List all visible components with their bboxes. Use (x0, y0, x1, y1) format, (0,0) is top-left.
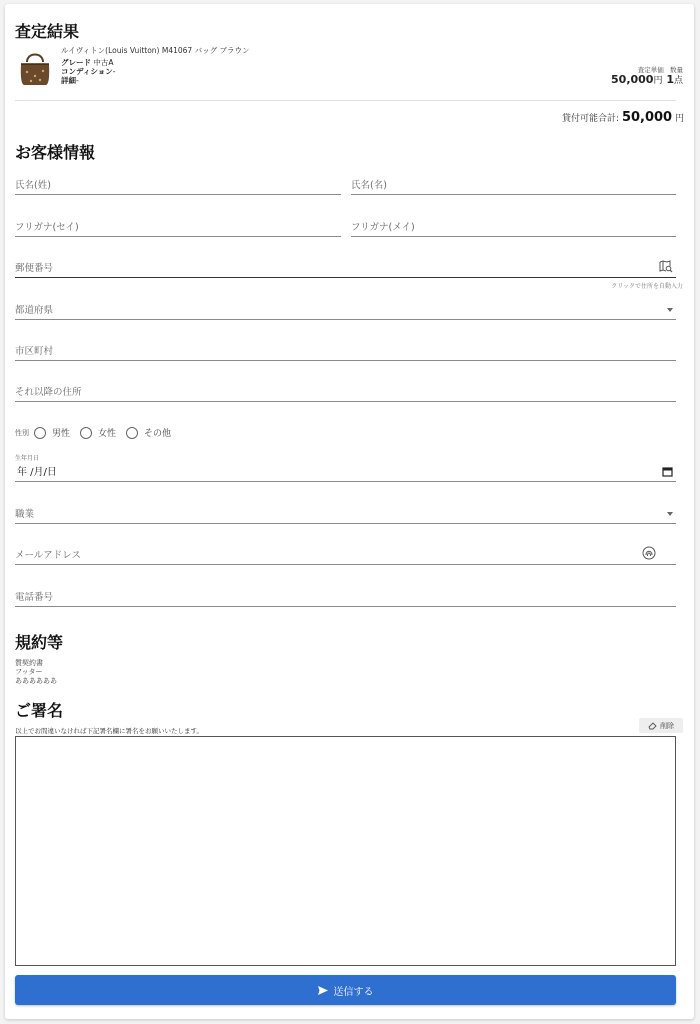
map-search-icon[interactable] (659, 260, 673, 273)
customer-info-title: お客様情報 (15, 143, 96, 162)
radio-circle-icon[interactable] (80, 427, 92, 439)
birthday-label: 生年月日 (15, 455, 40, 462)
unit-price-suffix: 円 (653, 76, 663, 86)
submit-label: 送信する (333, 986, 374, 998)
postal-code-field[interactable] (15, 256, 676, 278)
terms-title: 規約等 (15, 633, 64, 652)
terms-line: 質契約書 (15, 659, 43, 667)
chevron-down-icon (667, 308, 673, 312)
total-loanable (562, 110, 684, 125)
unit-price-header: 査定単価 (637, 66, 664, 74)
signature-instruction: 以上でお間違いなければ下記署名欄に署名をお願いいたします。 (15, 727, 203, 735)
total-suffix: 円 (674, 114, 684, 124)
email-label: メールアドレス (15, 550, 82, 561)
assessment-divider (15, 100, 676, 101)
last-name-label: 氏名(姓) (15, 180, 51, 191)
postal-helper-text: クリックで住所を自動入力 (611, 283, 683, 290)
fingerprint-icon[interactable] (642, 546, 656, 560)
last-name-field[interactable] (15, 173, 341, 195)
quantity-header: 数量 (670, 66, 683, 74)
total-label: 貸付可能合計: (562, 114, 620, 124)
product-detail (61, 75, 79, 86)
postal-code-label: 郵便番号 (15, 263, 54, 274)
quantity-suffix: 点 (673, 76, 683, 86)
detail-label: 詳細 (61, 76, 76, 85)
grade-label: グレード (61, 58, 91, 67)
city-field[interactable] (15, 339, 676, 361)
chevron-down-icon (667, 512, 673, 516)
radio-circle-icon[interactable] (34, 427, 46, 439)
email-field[interactable] (15, 543, 676, 565)
product-bag-image (15, 48, 55, 88)
assessment-title: 査定結果 (15, 22, 80, 41)
gender-label: 性別 (15, 428, 29, 437)
send-icon (318, 986, 328, 995)
gender-option-label: その他 (144, 429, 172, 439)
address-field[interactable] (15, 380, 676, 402)
gender-option-label: 女性 (98, 429, 117, 439)
phone-field[interactable] (15, 585, 676, 607)
gender-option-female[interactable] (80, 426, 116, 439)
city-label: 市区町村 (15, 346, 54, 357)
occupation-label: 職業 (15, 509, 35, 520)
signature-canvas[interactable] (15, 736, 676, 966)
prefecture-select[interactable] (15, 298, 676, 320)
first-name-kana-field[interactable] (351, 215, 676, 237)
product-name: ルイヴィトン(Louis Vuitton) M41067 バッグ ブラウン (61, 46, 250, 55)
last-name-kana-field[interactable] (15, 215, 341, 237)
quantity-value: 1 (666, 73, 674, 86)
occupation-select[interactable] (15, 502, 676, 524)
first-name-field[interactable] (351, 173, 676, 195)
price-values (611, 73, 683, 86)
gender-option-other[interactable] (126, 426, 171, 439)
last-name-kana-label: フリガナ(セイ) (15, 222, 79, 233)
clear-signature-label: 削除 (660, 721, 674, 730)
clear-signature-button[interactable] (639, 718, 683, 733)
radio-circle-icon[interactable] (126, 427, 138, 439)
detail-value: - (76, 76, 79, 85)
gender-option-male[interactable] (34, 426, 70, 439)
condition-label: コンディション (61, 67, 113, 76)
calendar-icon[interactable] (662, 466, 673, 477)
eraser-icon (648, 722, 657, 730)
signature-title: ご署名 (15, 701, 64, 720)
address-label: それ以降の住所 (15, 387, 82, 398)
unit-price: 50,000 (611, 73, 654, 86)
terms-line: フッター (15, 668, 43, 676)
terms-content (15, 659, 57, 686)
grade-value: 中古A (93, 58, 114, 67)
gender-radio-group (15, 426, 181, 439)
first-name-label: 氏名(名) (351, 180, 387, 191)
birthday-value: 年 /月/日 (17, 467, 57, 478)
total-value: 50,000 (621, 110, 673, 125)
gender-option-label: 男性 (52, 429, 71, 439)
submit-button[interactable] (15, 975, 676, 1005)
birthday-field[interactable] (15, 460, 676, 482)
terms-line: ああああああ (15, 677, 57, 685)
condition-value: - (112, 67, 116, 76)
first-name-kana-label: フリガナ(メイ) (351, 222, 415, 233)
phone-label: 電話番号 (15, 592, 54, 603)
prefecture-label: 都道府県 (15, 305, 54, 316)
